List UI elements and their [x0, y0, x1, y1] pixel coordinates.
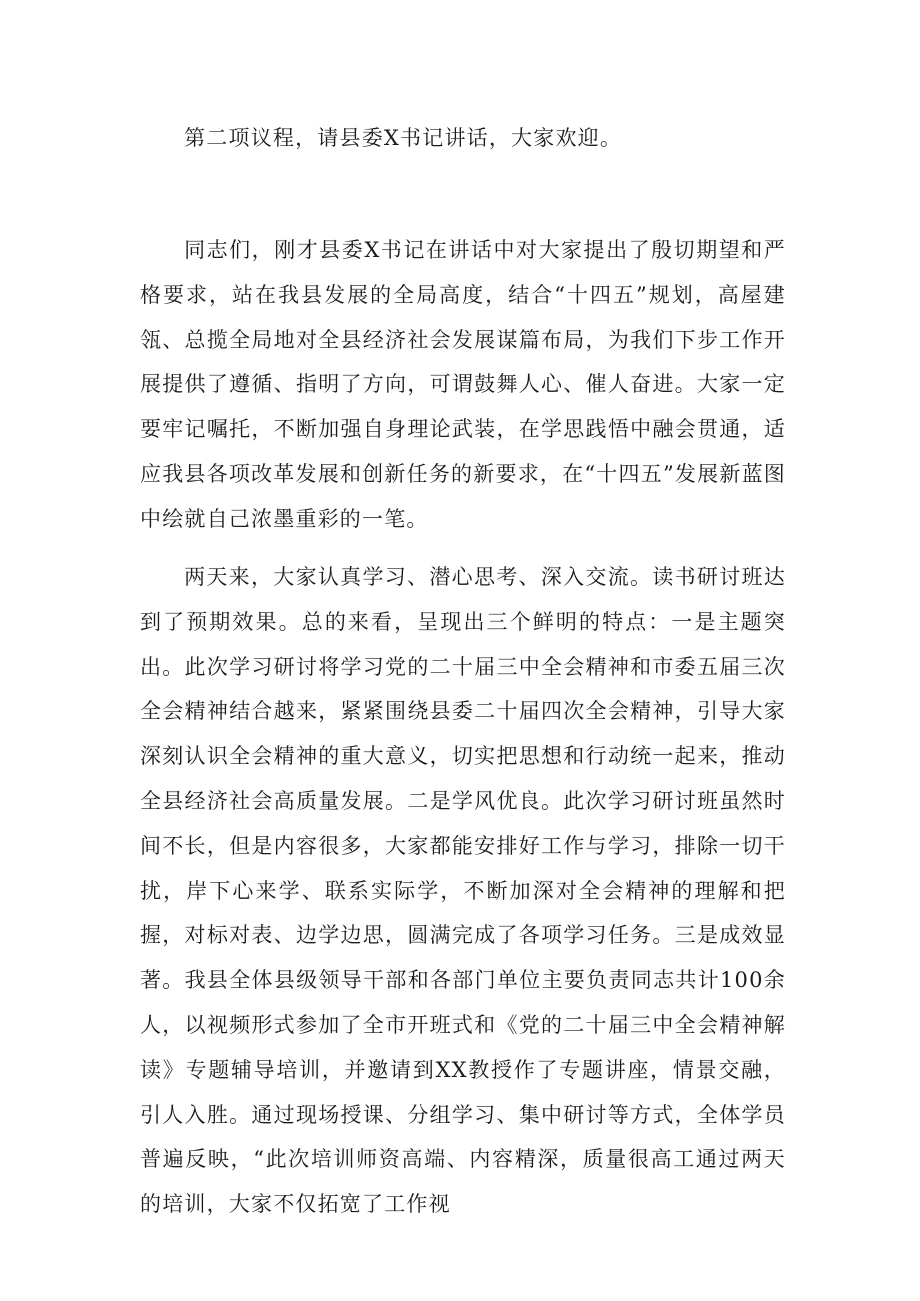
agenda-line: 第二项议程，请县委X书记讲话，大家欢迎。 — [184, 126, 623, 150]
paragraph-closing-remarks: 同志们，刚才县委X书记在讲话中对大家提出了殷切期望和严格要求，站在我县发展的全局高度，结合“十四五”规划，高屋建瓴、总揽全局地对全县经济社会发展谋篇布局，为我们下步工作开展提供了遵循、指明了方向，可谓鼓舞人心、催人奋进。大家一定要牢记嘱托，不断加强自身理论武装，在学思践悟中融会贯通，适应我县各项改革发展和创新任务的新要求，在“十四五”发展新蓝图中绘就自己浓墨重彩的一笔。 — [140, 238, 786, 531]
paragraph-training-summary: 两天来，大家认真学习、潜心思考、深入交流。读书研讨班达到了预期效果。总的来看，呈现出三个鲜明的特点：一是主题突出。此次学习研讨将学习党的二十届三中全会精神和市委五届三次全会精神结合越来，紧紧围绕县委二十届四次全会精神，引导大家深刻认识全会精神的重大意义，切实把思想和行动统一起来，推动全县经济社会高质量发展。二是学风优良。此次学习研讨班虽然时间不长，但是内容很多，大家都能安排好工作与学习，排除一切干扰，岸下心来学、联系实际学，不断加深对全会精神的理解和把握，对标对表、边学边思，圆满完成了各项学习任务。三是成效显著。我县全体县级领导干部和各部门单位主要负责同志共计100余人，以视频形式参加了全市开班式和《党的二十届三中全会精神解读》专题辅导培训，并邀请到XX教授作了专题讲座，情景交融，引人入胜。通过现场授课、分组学习、集中研讨等方式，全体学员普遍反映，“此次培训师资高端、内容精深，质量很高工通过两天的培训，大家不仅拓宽了工作视 — [140, 565, 786, 1217]
